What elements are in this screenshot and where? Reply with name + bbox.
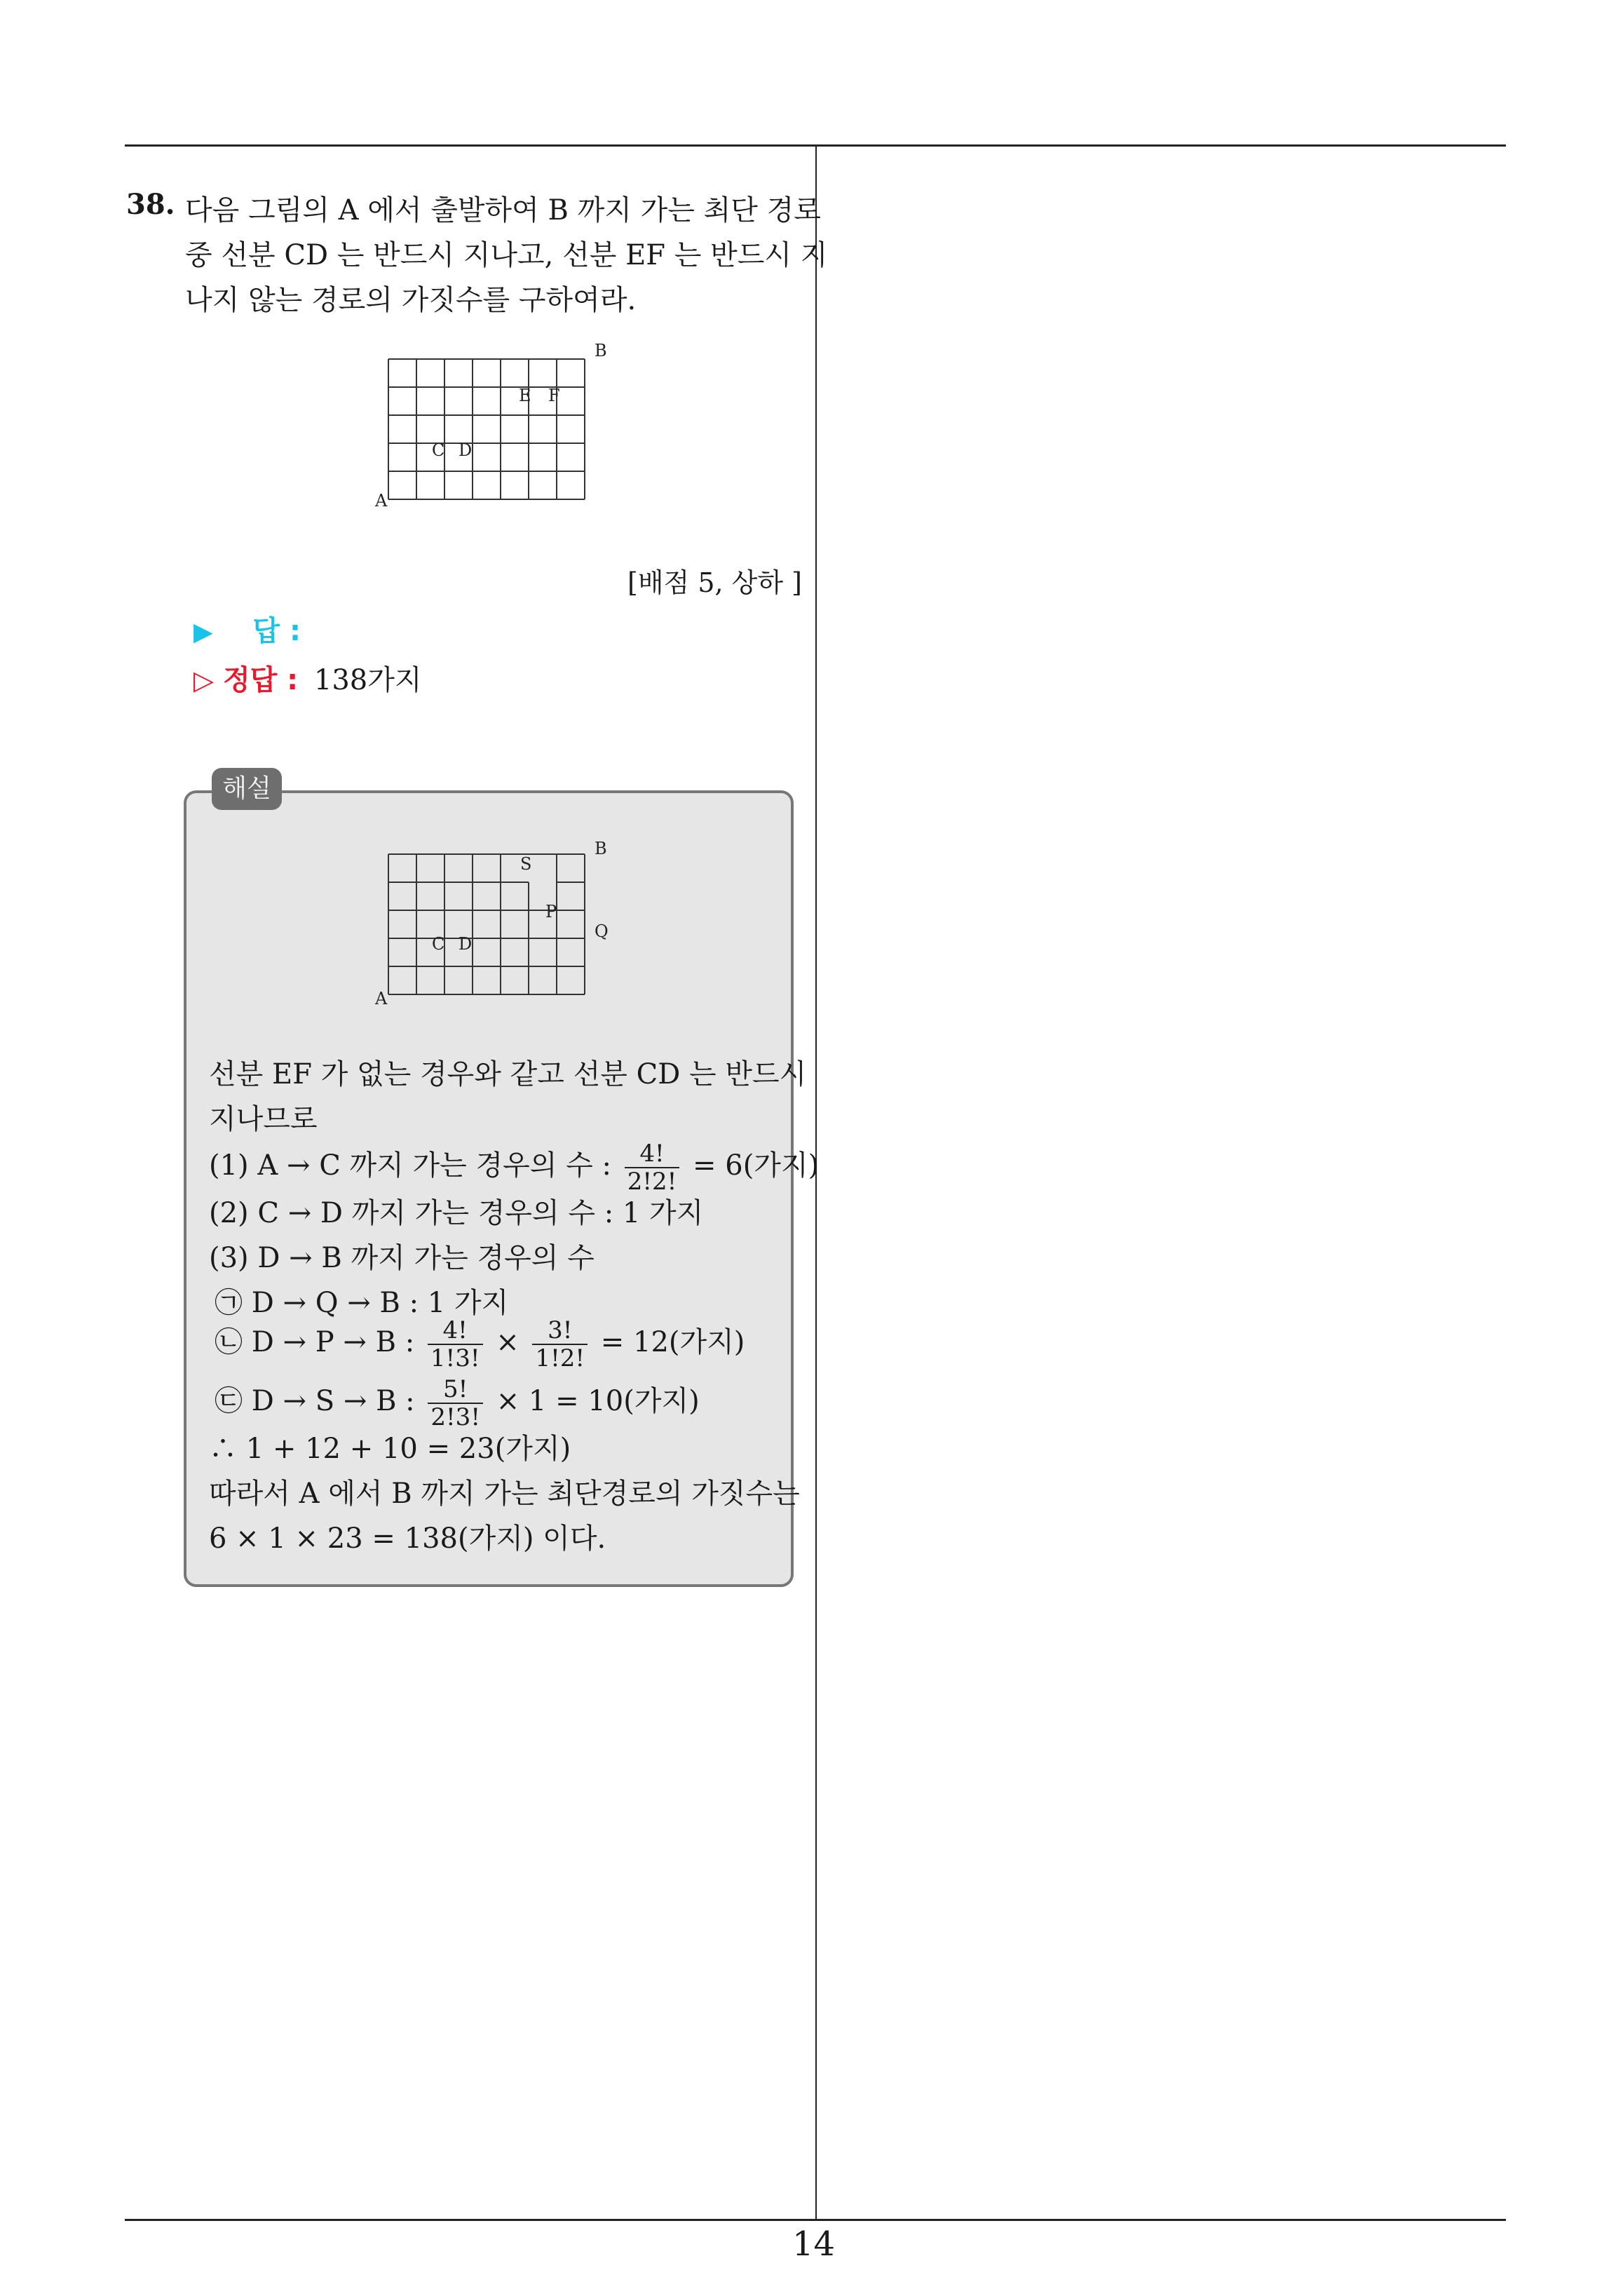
label-B: B [595,839,607,858]
solution-therefore: ∴ 1 + 12 + 10 = 23(가지) [209,1433,571,1465]
solution-step-2: (2) C → D 까지 가는 경우의 수 : 1 가지 [209,1197,704,1229]
label-Q: Q [595,921,609,941]
label-D: D [459,934,473,954]
times-sign: × [496,1326,520,1358]
fraction-denominator: 1!2! [535,1344,585,1372]
label-C: C [432,934,445,954]
solution-conclusion: 따라서 A 에서 B 까지 가는 최단경로의 가짓수는 [209,1478,800,1510]
fraction-numerator: 3! [532,1317,588,1345]
correct-answer-label: 정답 : [222,664,299,696]
label-B: B [595,341,607,360]
solution-text: 지나므로 [209,1103,318,1135]
page-number: 14 [792,2224,836,2264]
label-P: P [545,902,557,921]
fraction [532,1317,588,1372]
bottom-rule [125,2219,1506,2221]
question-number: 38. [126,188,175,221]
fraction [625,1140,680,1195]
solution-step-3: (3) D → B 까지 가는 경우의 수 [209,1242,595,1274]
correct-answer-row [193,658,422,698]
fraction-denominator: 2!3! [430,1403,480,1431]
label-E: E [519,386,531,405]
answer-arrow-icon: ▶ [193,618,213,647]
label-D: D [459,440,473,460]
label-S: S [520,854,532,874]
label-C: C [432,440,445,460]
solution-grid-figure [372,835,624,1017]
question-line-3: 나지 않는 경로의 가짓수를 구하여라. [185,284,637,316]
step-text: (1) A → C 까지 가는 경우의 수 : [209,1149,611,1182]
fraction-denominator: 1!3! [430,1344,480,1372]
correct-arrow-icon: ▷ [193,665,215,696]
fraction [428,1317,483,1372]
step-text: ㉢ D → S → B : [215,1385,415,1417]
solution-tab: 해설 [212,768,282,810]
grid-lines [388,359,585,499]
solution-sub-2 [215,1317,745,1372]
fraction [428,1376,483,1431]
step-result: × 1 = 10(가지) [496,1385,700,1417]
question-line-1: 다음 그림의 A 에서 출발하여 B 까지 가는 최단 경로 [185,194,821,227]
grid-lines [388,854,585,994]
solution-step-1 [209,1140,819,1195]
grid-figure [372,337,624,519]
solution-text: 선분 EF 가 없는 경우와 같고 선분 CD 는 반드시 [209,1058,807,1090]
solution-sub-3 [215,1376,700,1431]
label-F: F [548,386,560,405]
score-meta: [배점 5, 상하 ] [627,567,802,598]
question-line-2: 중 선분 CD 는 반드시 지나고, 선분 EF 는 반드시 지 [185,239,828,271]
fraction-numerator: 4! [428,1317,483,1345]
answer-row [193,609,301,649]
step-text: ㉡ D → P → B : [215,1326,415,1358]
answer-label: 답 : [252,615,301,647]
label-A: A [375,989,388,1008]
solution-sub-1: ㉠ D → Q → B : 1 가지 [215,1287,509,1319]
fraction-numerator: 4! [625,1140,680,1168]
fraction-numerator: 5! [428,1376,483,1404]
step-result: = 12(가지) [600,1326,745,1358]
correct-answer-value: 138가지 [313,664,422,696]
step-result: = 6(가지) [693,1149,820,1182]
fraction-denominator: 2!2! [627,1168,677,1196]
solution-conclusion: 6 × 1 × 23 = 138(가지) 이다. [209,1522,606,1555]
label-A: A [375,491,388,511]
